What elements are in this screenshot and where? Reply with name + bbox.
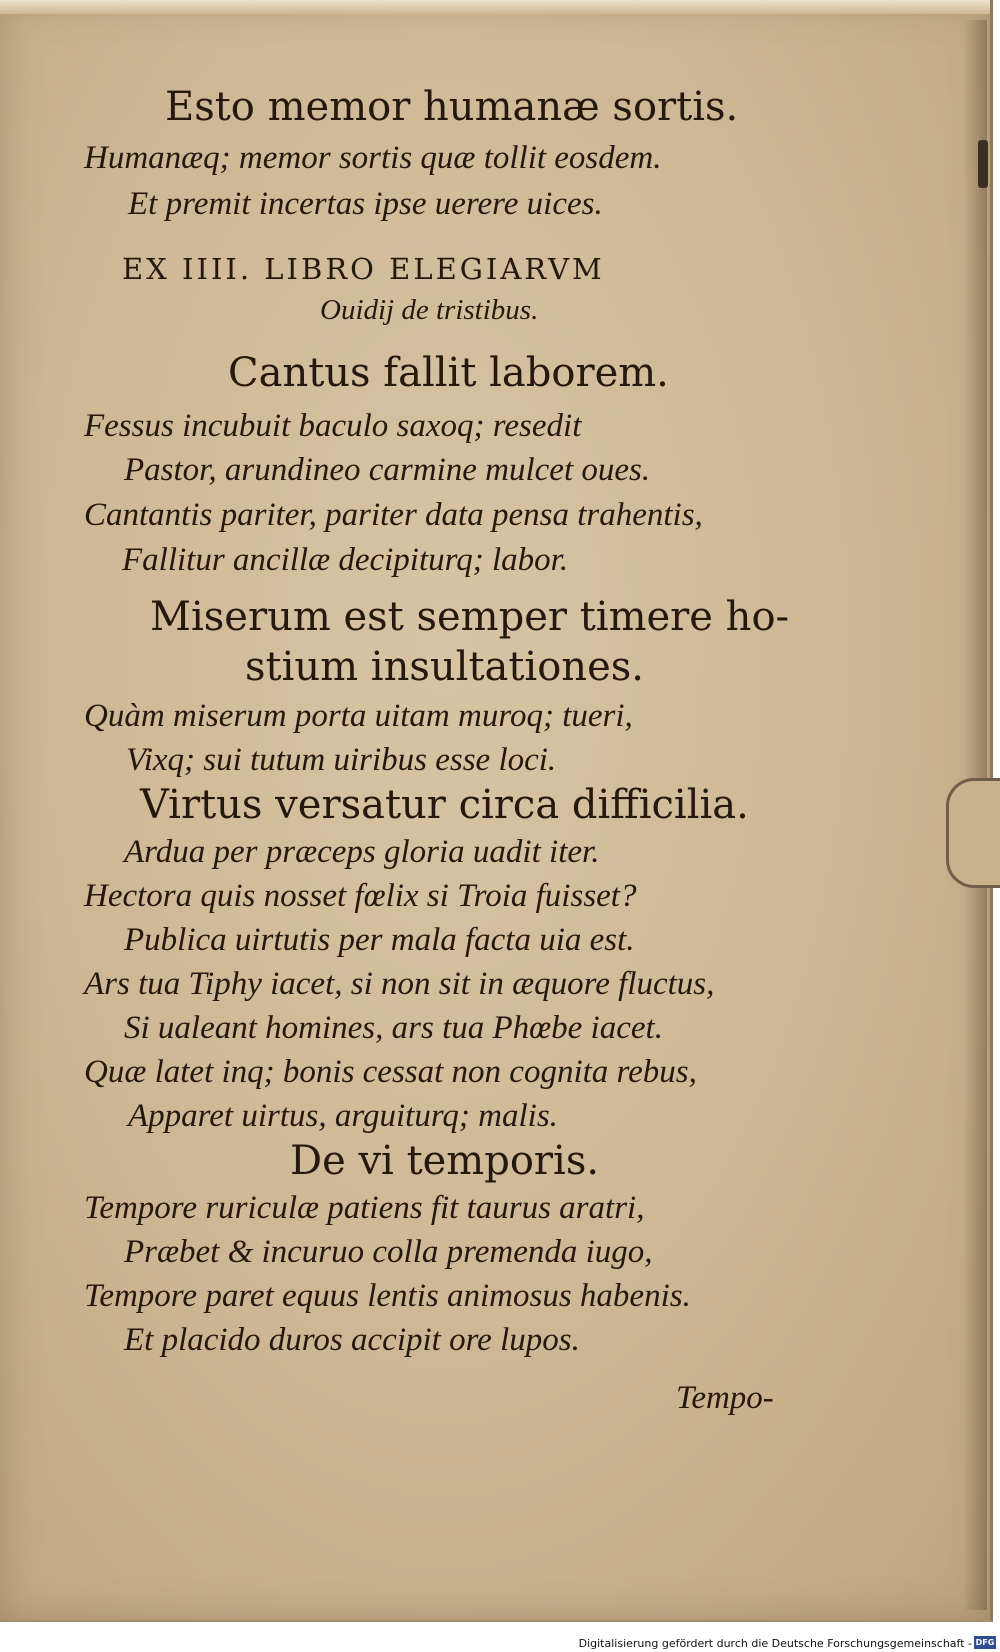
verse-line: Fessus incubuit baculo saxoq; resedit: [84, 408, 582, 444]
verse-line: Pastor, arundineo carmine mulcet oues.: [124, 452, 651, 488]
verse-line: Humanæq; memor sortis quæ tollit eosdem.: [84, 140, 662, 176]
digitization-credit: Digitalisierung gefördert durch die Deutsche Forschungsgemeinschaft -: [578, 1637, 972, 1650]
verse-line: Præbet & incuruo colla premenda iugo,: [124, 1234, 653, 1270]
verse-line: Quæ latet inq; bonis cessat non cognita rebus,: [84, 1054, 697, 1090]
verse-line: Ars tua Tiphy iacet, si non sit in æquore fluctus,: [84, 966, 715, 1002]
section-title: EX IIII. LIBRO ELEGIARVM: [122, 252, 605, 286]
verse-line: Tempore ruriculæ patiens fit taurus aratri,: [84, 1190, 645, 1226]
verse-line: Apparet uirtus, arguiturq; malis.: [128, 1098, 558, 1134]
verse-line: Cantantis pariter, pariter data pensa trahentis,: [84, 497, 703, 533]
heading-miserum: Miserum est semper timere ho-: [150, 594, 790, 640]
verse-line: Quàm miserum porta uitam muroq; tueri,: [84, 698, 633, 734]
verse-line: Si ualeant homines, ars tua Phœbe iacet.: [124, 1010, 663, 1046]
heading-virtus: Virtus versatur circa difficilia.: [140, 782, 749, 828]
heading-cantus: Cantus fallit laborem.: [228, 350, 669, 396]
dfg-logo-icon: DFG: [975, 1638, 995, 1647]
verse-line: Et premit incertas ipse uerere uices.: [128, 186, 603, 222]
verse-line: Fallitur ancillæ decipiturq; labor.: [122, 542, 569, 578]
section-subtitle: Ouidij de tristibus.: [320, 294, 539, 326]
verse-line: Ardua per præceps gloria uadit iter.: [124, 834, 600, 870]
heading-esto-memor: Esto memor humanæ sortis.: [165, 84, 739, 130]
heading-de-vi-temporis: De vi temporis.: [290, 1138, 600, 1184]
heading-miserum-cont: stium insultationes.: [245, 644, 644, 690]
book-clasp: [946, 778, 1000, 888]
verse-line: Tempore paret equus lentis animosus habenis.: [84, 1278, 691, 1314]
verse-line: Publica uirtutis per mala facta uia est.: [124, 922, 635, 958]
catchword: Tempo-: [676, 1380, 774, 1416]
verse-line: Et placido duros accipit ore lupos.: [124, 1322, 580, 1358]
verse-line: Vixq; sui tutum uiribus esse loci.: [126, 742, 557, 778]
verse-line: Hectora quis nosset fœlix si Troia fuisset?: [84, 878, 637, 914]
